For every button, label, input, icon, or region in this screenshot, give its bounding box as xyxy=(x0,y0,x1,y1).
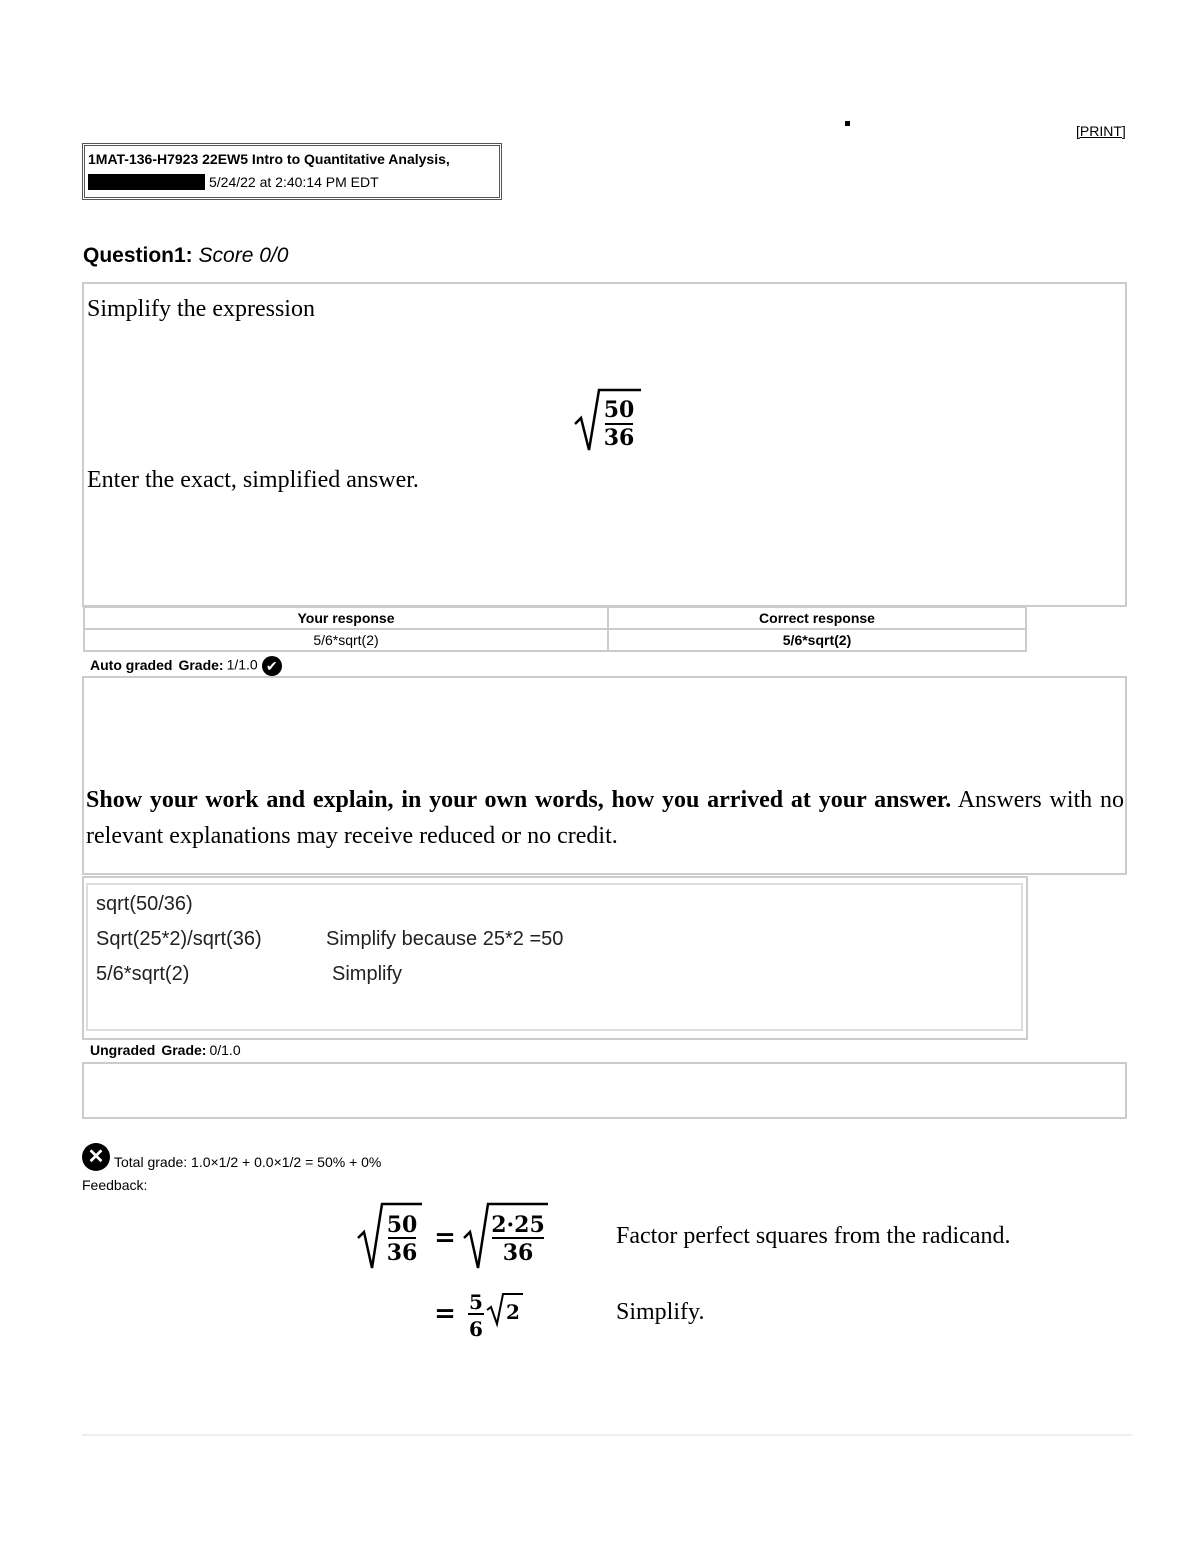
assignment-header xyxy=(82,143,502,200)
question-number: Question1: xyxy=(83,244,193,267)
grade-type: Ungraded xyxy=(90,1042,156,1058)
print-link[interactable]: [PRINT] xyxy=(1076,123,1126,139)
explanation-normal: Answers with no relevant explanations may receive reduced or no credit. xyxy=(86,787,1124,849)
check-circle-icon: ✔ xyxy=(262,656,282,676)
explanation-prompt xyxy=(86,782,1124,854)
submission-timestamp: 5/24/22 at 2:40:14 PM EDT xyxy=(209,174,379,190)
fb-lhs-numerator: 50 xyxy=(386,1212,418,1238)
work-step: Sqrt(25*2)/sqrt(36) xyxy=(96,928,262,950)
x-circle-icon: ✕ xyxy=(82,1143,110,1171)
explanation-bold: Show your work and explain, in your own words, how you arrived at your answer. xyxy=(86,787,952,813)
page-divider xyxy=(82,1434,1132,1436)
question-heading xyxy=(83,244,288,268)
work-note: Simplify because 25*2 =50 xyxy=(326,928,564,950)
redacted-name xyxy=(88,174,205,190)
grade-label: Grade: xyxy=(178,656,224,673)
feedback-step1-math xyxy=(350,1196,560,1276)
work-step: sqrt(50/36) xyxy=(96,893,193,915)
course-title: 1MAT-136-H7923 22EW5 Intro to Quantitative Analysis, xyxy=(88,151,450,167)
grade-value: 1/1.0 xyxy=(226,656,258,673)
auto-grade-line xyxy=(90,656,282,676)
feedback-note-1: Factor perfect squares from the radicand. xyxy=(616,1223,1011,1249)
manual-grade-line xyxy=(90,1042,241,1058)
feedback-step2-math xyxy=(425,1284,535,1344)
total-grade: Total grade: 1.0×1/2 + 0.0×1/2 = 50% + 0% xyxy=(114,1154,382,1170)
fb-equals-2: = xyxy=(434,1299,456,1329)
fb-rhs-numerator: 2·25 xyxy=(491,1212,545,1238)
response-table xyxy=(83,606,1027,652)
question-instruction: Enter the exact, simplified answer. xyxy=(87,467,419,493)
fb-frac-numerator: 5 xyxy=(469,1290,483,1314)
correct-response-header: Correct response xyxy=(608,607,1026,629)
grade-type: Auto graded xyxy=(90,656,173,673)
grader-comment-box xyxy=(82,1062,1127,1119)
student-work-textarea[interactable] xyxy=(86,883,1023,1031)
explanation-prompt-box xyxy=(82,676,1127,875)
question-prompt-box xyxy=(82,282,1127,607)
grade-label: Grade: xyxy=(161,1042,207,1058)
fb-rhs-denominator: 36 xyxy=(502,1240,534,1266)
your-response-value: 5/6*sqrt(2) xyxy=(84,629,608,651)
table-row xyxy=(84,629,1026,651)
feedback-label: Feedback: xyxy=(82,1177,148,1193)
work-note: Simplify xyxy=(332,963,403,985)
bullet-dot xyxy=(845,121,850,126)
feedback-note-2: Simplify. xyxy=(616,1299,705,1325)
expression-numerator: 50 xyxy=(603,397,635,423)
fb-equals: = xyxy=(434,1223,456,1253)
grade-value: 0/1.0 xyxy=(209,1042,241,1058)
work-step: 5/6*sqrt(2) xyxy=(96,963,190,985)
sqrt-expression xyxy=(571,382,651,458)
fb-radicand: 2 xyxy=(506,1300,520,1324)
fb-frac-denominator: 6 xyxy=(469,1317,483,1341)
correct-response-value: 5/6*sqrt(2) xyxy=(608,629,1026,651)
expression-denominator: 36 xyxy=(603,425,635,451)
table-header-row xyxy=(84,607,1026,629)
your-response-header: Your response xyxy=(84,607,608,629)
fb-lhs-denominator: 36 xyxy=(386,1240,418,1266)
question-score: Score 0/0 xyxy=(198,244,289,267)
question-prompt: Simplify the expression xyxy=(87,296,315,322)
